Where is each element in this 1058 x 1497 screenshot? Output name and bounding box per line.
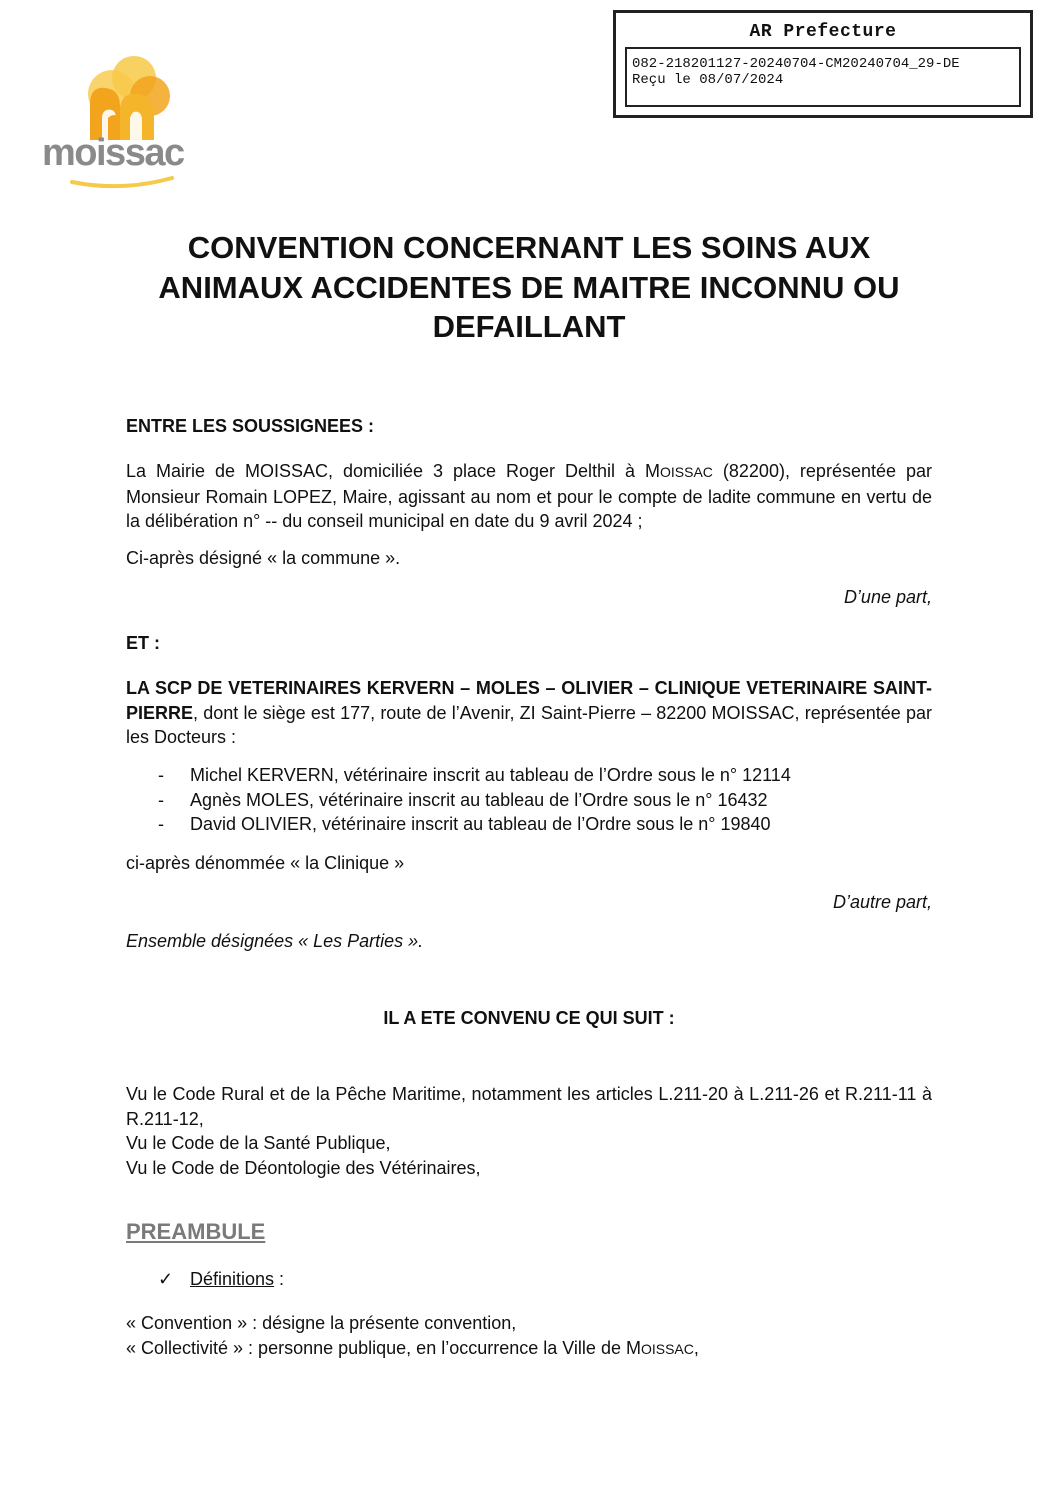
- moissac-logo: [42, 52, 204, 192]
- legal-line: Vu le Code de Déontologie des Vétérinaires,: [126, 1157, 481, 1178]
- definitions-item: [158, 1267, 284, 1292]
- definitions-suffix: :: [274, 1269, 285, 1289]
- dash-marker: -: [158, 765, 164, 785]
- stamp-reference: 082-218201127-20240704-CM20240704_29-DE: [632, 56, 960, 72]
- stamp-received-date: Reçu le 08/07/2024: [632, 72, 784, 88]
- list-item: [126, 812, 932, 837]
- clinique-side: D’autre part,: [832, 892, 932, 912]
- doctor-entry: David OLIVIER, vétérinaire inscrit au tableau de l’Ordre sous le n° 19840: [190, 814, 771, 834]
- legal-line: Vu le Code de la Santé Publique,: [126, 1133, 391, 1153]
- agreed-heading: IL A ETE CONVENU CE QUI SUIT :: [383, 1008, 675, 1028]
- doctor-entry: Michel KERVERN, vétérinaire inscrit au tableau de l’Ordre sous le n° 12114: [190, 765, 791, 785]
- title-line: ANIMAUX ACCIDENTES DE MAITRE INCONNU OU: [158, 269, 900, 305]
- clinique-text: , dont le siège est 177, route de l’Avenir, ZI Saint-Pierre – 82200 MOISSAC, représentée par les Docteurs :: [126, 702, 932, 747]
- definitions-label: Définitions: [190, 1269, 275, 1289]
- dash-marker: -: [158, 789, 164, 810]
- clinique-paragraph: [126, 676, 932, 750]
- definition-text: « Collectivité » : personne publique, en l’occurrence la Ville de M: [126, 1337, 641, 1358]
- title-line: CONVENTION CONCERNANT LES SOINS AUX: [187, 230, 871, 265]
- clinique-name: LA SCP DE VETERINAIRES KERVERN – MOLES – OLIVIER – CLINIQUE VETERINAIRE SAINT-PIERRE: [126, 678, 932, 723]
- commune-small-caps: OISSAC: [660, 464, 713, 480]
- et-heading: ET :: [126, 633, 160, 653]
- definition-punctuation: ,: [693, 1337, 699, 1358]
- list-item: [126, 788, 932, 813]
- definition-convention: « Convention » : désigne la présente convention,: [126, 1313, 517, 1333]
- doctors-list: [126, 763, 932, 837]
- title-line: DEFAILLANT: [432, 309, 626, 344]
- doctor-entry: Agnès MOLES, vétérinaire inscrit au tableau de l’Ordre sous le n° 16432: [190, 789, 768, 810]
- definition-collectivite: [126, 1336, 932, 1362]
- commune-side: D’une part,: [843, 587, 932, 607]
- checkmark-icon: ✓: [158, 1269, 174, 1289]
- parties-heading: ENTRE LES SOUSSIGNEES :: [126, 416, 375, 436]
- definition-small-caps: OISSAC: [640, 1340, 694, 1357]
- stamp-details: [625, 47, 1021, 107]
- parties-together: Ensemble désignées « Les Parties ».: [126, 931, 424, 951]
- stamp-title: AR Prefecture: [749, 22, 897, 42]
- dash-marker: -: [158, 814, 164, 834]
- preambule-heading: PREAMBULE: [126, 1219, 266, 1244]
- commune-paragraph: [126, 459, 932, 534]
- document-title: [100, 228, 958, 347]
- commune-designation: Ci-après désigné « la commune ».: [126, 548, 401, 568]
- legal-line: Vu le Code Rural et de la Pêche Maritime, notamment les articles L.211-20 à L.211-26 et R.211-11 à R.211-12,: [126, 1084, 932, 1129]
- logo-wordmark: moissac: [42, 132, 184, 174]
- legal-references: [126, 1082, 932, 1180]
- commune-text: La Mairie de MOISSAC, domiciliée 3 place Roger Delthil à M: [126, 461, 661, 481]
- prefecture-stamp: [613, 10, 1033, 118]
- commune-text-continued: (82200), représentée par Monsieur Romain LOPEZ, Maire, agissant au nom et pour le compte de ladite commune en vertu de la délibération n° -- du conseil municipal en date du 9 avril 2024 ;: [126, 461, 932, 531]
- clinique-designation: ci-après dénommée « la Clinique »: [126, 853, 405, 873]
- definitions-list: [126, 1311, 932, 1361]
- list-item: [126, 763, 932, 788]
